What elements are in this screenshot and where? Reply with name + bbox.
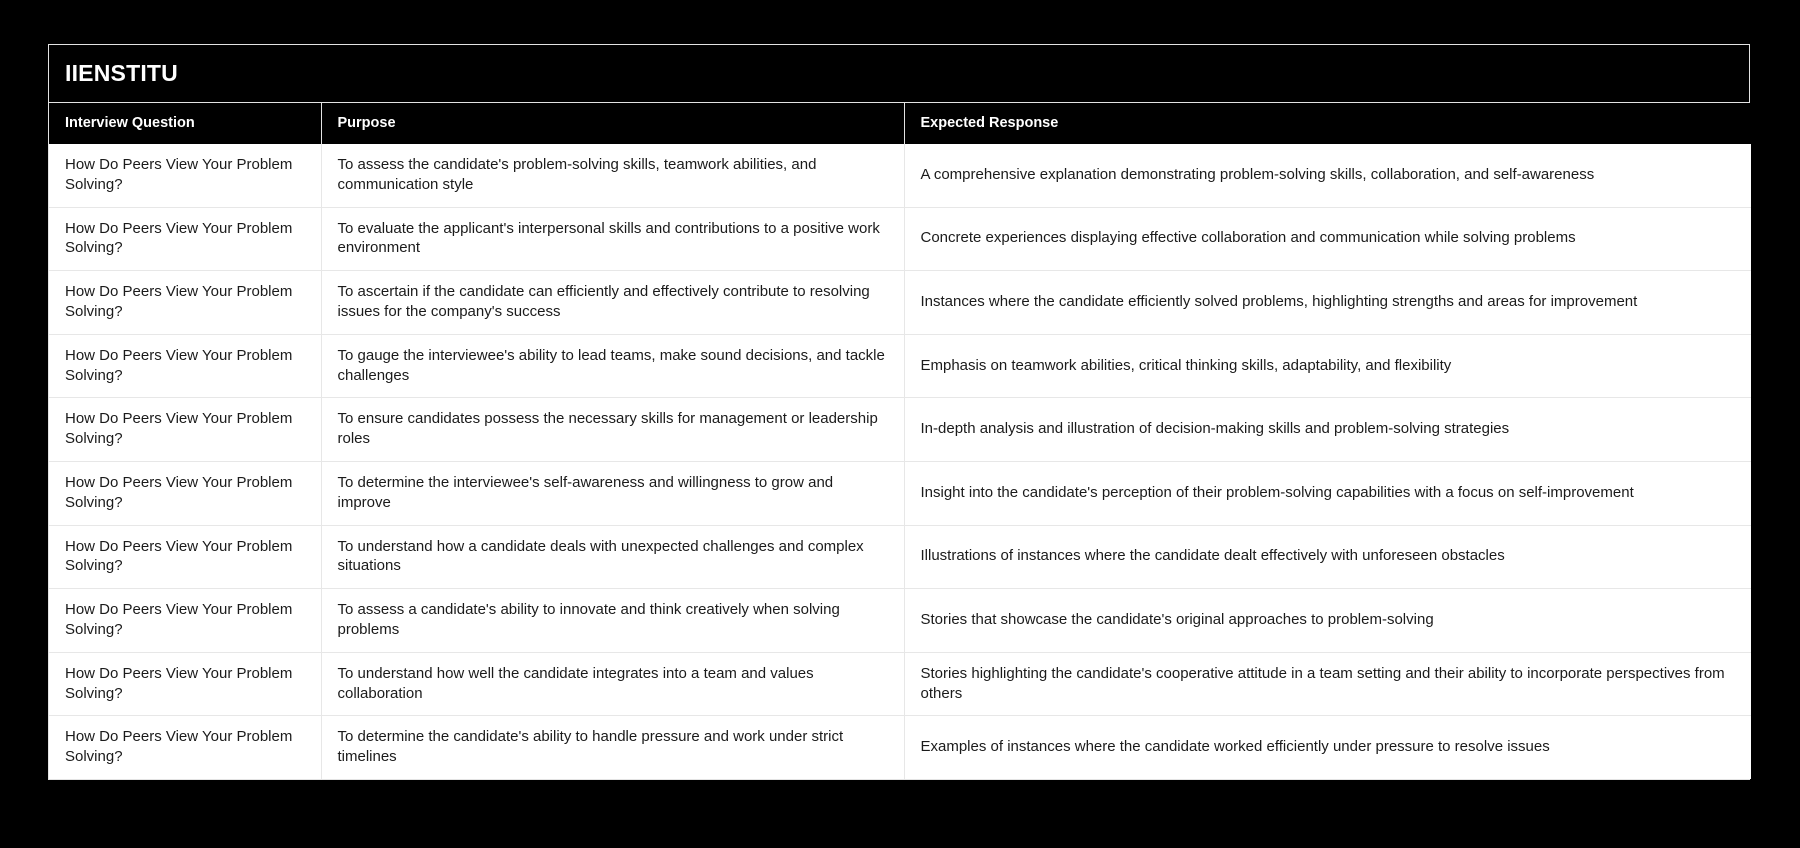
cell-expected-response: Concrete experiences displaying effective collaboration and communication while solving problems bbox=[904, 207, 1751, 271]
table-row bbox=[49, 461, 1751, 525]
cell-purpose: To ascertain if the candidate can efficiently and effectively contribute to resolving issues for the company's success bbox=[321, 271, 904, 335]
cell-interview-question: How Do Peers View Your Problem Solving? bbox=[49, 207, 321, 271]
cell-expected-response: A comprehensive explanation demonstrating problem-solving skills, collaboration, and self-awareness bbox=[904, 144, 1751, 207]
column-header-purpose: Purpose bbox=[321, 103, 904, 144]
table-row bbox=[49, 334, 1751, 398]
table-row bbox=[49, 589, 1751, 653]
cell-expected-response: Illustrations of instances where the candidate dealt effectively with unforeseen obstacles bbox=[904, 525, 1751, 589]
cell-interview-question: How Do Peers View Your Problem Solving? bbox=[49, 652, 321, 716]
interview-questions-table bbox=[49, 103, 1751, 779]
table-row bbox=[49, 398, 1751, 462]
cell-interview-question: How Do Peers View Your Problem Solving? bbox=[49, 271, 321, 335]
cell-purpose: To understand how a candidate deals with unexpected challenges and complex situations bbox=[321, 525, 904, 589]
brand-bar bbox=[49, 45, 1749, 103]
cell-expected-response: Insight into the candidate's perception of their problem-solving capabilities with a focus on self-improvement bbox=[904, 461, 1751, 525]
cell-purpose: To understand how well the candidate integrates into a team and values collaboration bbox=[321, 652, 904, 716]
cell-interview-question: How Do Peers View Your Problem Solving? bbox=[49, 589, 321, 653]
cell-interview-question: How Do Peers View Your Problem Solving? bbox=[49, 525, 321, 589]
cell-expected-response: Emphasis on teamwork abilities, critical thinking skills, adaptability, and flexibility bbox=[904, 334, 1751, 398]
cell-purpose: To assess the candidate's problem-solving skills, teamwork abilities, and communication style bbox=[321, 144, 904, 207]
cell-purpose: To assess a candidate's ability to innovate and think creatively when solving problems bbox=[321, 589, 904, 653]
cell-purpose: To ensure candidates possess the necessary skills for management or leadership roles bbox=[321, 398, 904, 462]
cell-expected-response: Stories highlighting the candidate's cooperative attitude in a team setting and their ability to incorporate perspectives from others bbox=[904, 652, 1751, 716]
column-header-interview-question: Interview Question bbox=[49, 103, 321, 144]
cell-expected-response: Stories that showcase the candidate's original approaches to problem-solving bbox=[904, 589, 1751, 653]
cell-purpose: To determine the candidate's ability to handle pressure and work under strict timelines bbox=[321, 716, 904, 779]
cell-purpose: To determine the interviewee's self-awareness and willingness to grow and improve bbox=[321, 461, 904, 525]
cell-interview-question: How Do Peers View Your Problem Solving? bbox=[49, 144, 321, 207]
table-row bbox=[49, 525, 1751, 589]
cell-interview-question: How Do Peers View Your Problem Solving? bbox=[49, 461, 321, 525]
column-header-expected-response: Expected Response bbox=[904, 103, 1751, 144]
cell-interview-question: How Do Peers View Your Problem Solving? bbox=[49, 334, 321, 398]
cell-expected-response: In-depth analysis and illustration of decision-making skills and problem-solving strategies bbox=[904, 398, 1751, 462]
cell-purpose: To evaluate the applicant's interpersonal skills and contributions to a positive work environment bbox=[321, 207, 904, 271]
table-card bbox=[48, 44, 1750, 780]
brand-title: IIENSTITU bbox=[65, 60, 178, 86]
cell-expected-response: Examples of instances where the candidate worked efficiently under pressure to resolve issues bbox=[904, 716, 1751, 779]
table-row bbox=[49, 271, 1751, 335]
table-row bbox=[49, 716, 1751, 779]
table-row bbox=[49, 652, 1751, 716]
cell-purpose: To gauge the interviewee's ability to lead teams, make sound decisions, and tackle challenges bbox=[321, 334, 904, 398]
table-row bbox=[49, 207, 1751, 271]
cell-expected-response: Instances where the candidate efficiently solved problems, highlighting strengths and areas for improvement bbox=[904, 271, 1751, 335]
table-header bbox=[49, 103, 1751, 144]
table-body bbox=[49, 144, 1751, 779]
cell-interview-question: How Do Peers View Your Problem Solving? bbox=[49, 716, 321, 779]
table-header-row bbox=[49, 103, 1751, 144]
table-row bbox=[49, 144, 1751, 207]
cell-interview-question: How Do Peers View Your Problem Solving? bbox=[49, 398, 321, 462]
